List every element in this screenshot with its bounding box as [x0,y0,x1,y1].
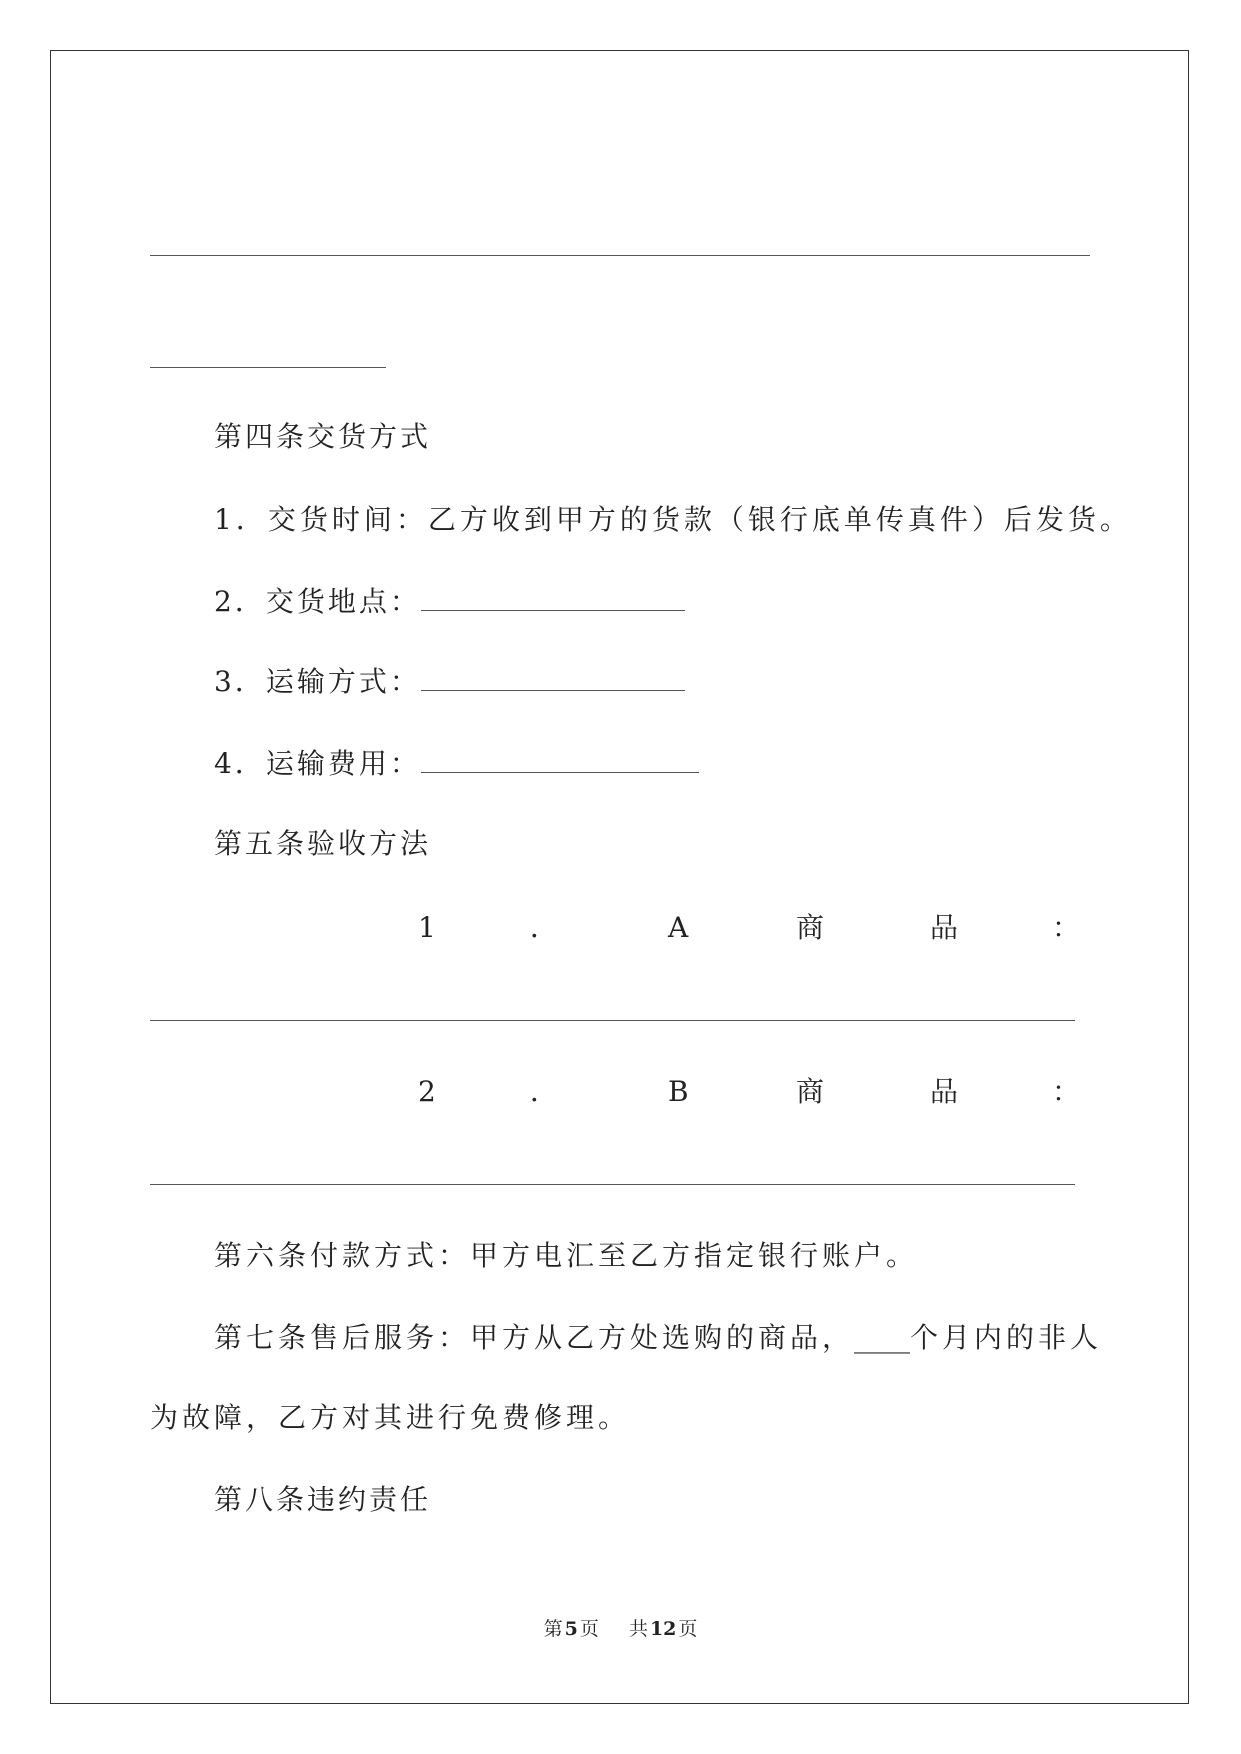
item-label: 4．运输费用： [214,747,421,780]
fill-blank: ____ [854,1321,911,1354]
item-colon: ： [1052,911,1081,944]
footer-text: 页 [678,1618,698,1640]
item-dot: ． [530,1075,559,1108]
article-4-item-4 [214,746,699,782]
item-colon: ： [1052,1075,1081,1108]
blank-line [150,1020,1075,1021]
footer-text: 共 [628,1618,648,1640]
item-char: 商 [796,911,825,944]
fill-blank [421,746,699,773]
item-char: 品 [930,911,959,944]
article-7-line-1 [214,1320,1102,1356]
footer-text: 页 [579,1618,599,1640]
article-7-text: 第七条售后服务：甲方从乙方处选购的商品， [214,1321,855,1354]
blank-line [150,367,386,368]
footer-text: 第 [543,1618,563,1640]
article-4-item-2 [214,584,685,620]
fill-blank [421,584,685,611]
article-8-title: 第八条违约责任 [214,1483,432,1516]
article-7-line-2: 为故障，乙方对其进行免费修理。 [150,1401,631,1434]
total-pages: 12 [649,1618,677,1640]
item-char: 品 [930,1075,959,1108]
item-letter: A [668,911,689,944]
page-number: 5 [564,1618,578,1640]
article-4-title: 第四条交货方式 [214,420,432,453]
blank-line [150,1184,1075,1185]
item-dot: ． [530,911,559,944]
article-6: 第六条付款方式：甲方电汇至乙方指定银行账户。 [214,1239,919,1272]
item-number: 2 [418,1075,436,1108]
item-char: 商 [796,1075,825,1108]
article-7-text: 个月内的非人 [910,1321,1103,1354]
article-5-title: 第五条验收方法 [214,827,432,860]
page-border [50,50,1189,1704]
article-4-item-3 [214,664,685,700]
item-label: 2．交货地点： [214,585,421,618]
item-number: 1 [418,911,436,944]
item-letter: B [668,1075,689,1108]
article-4-item-1: 1．交货时间：乙方收到甲方的货款（银行底单传真件）后发货。 [214,503,1132,536]
page-footer [0,1614,1241,1641]
item-label: 3．运输方式： [214,665,421,698]
blank-line [150,255,1090,256]
fill-blank [421,664,685,691]
